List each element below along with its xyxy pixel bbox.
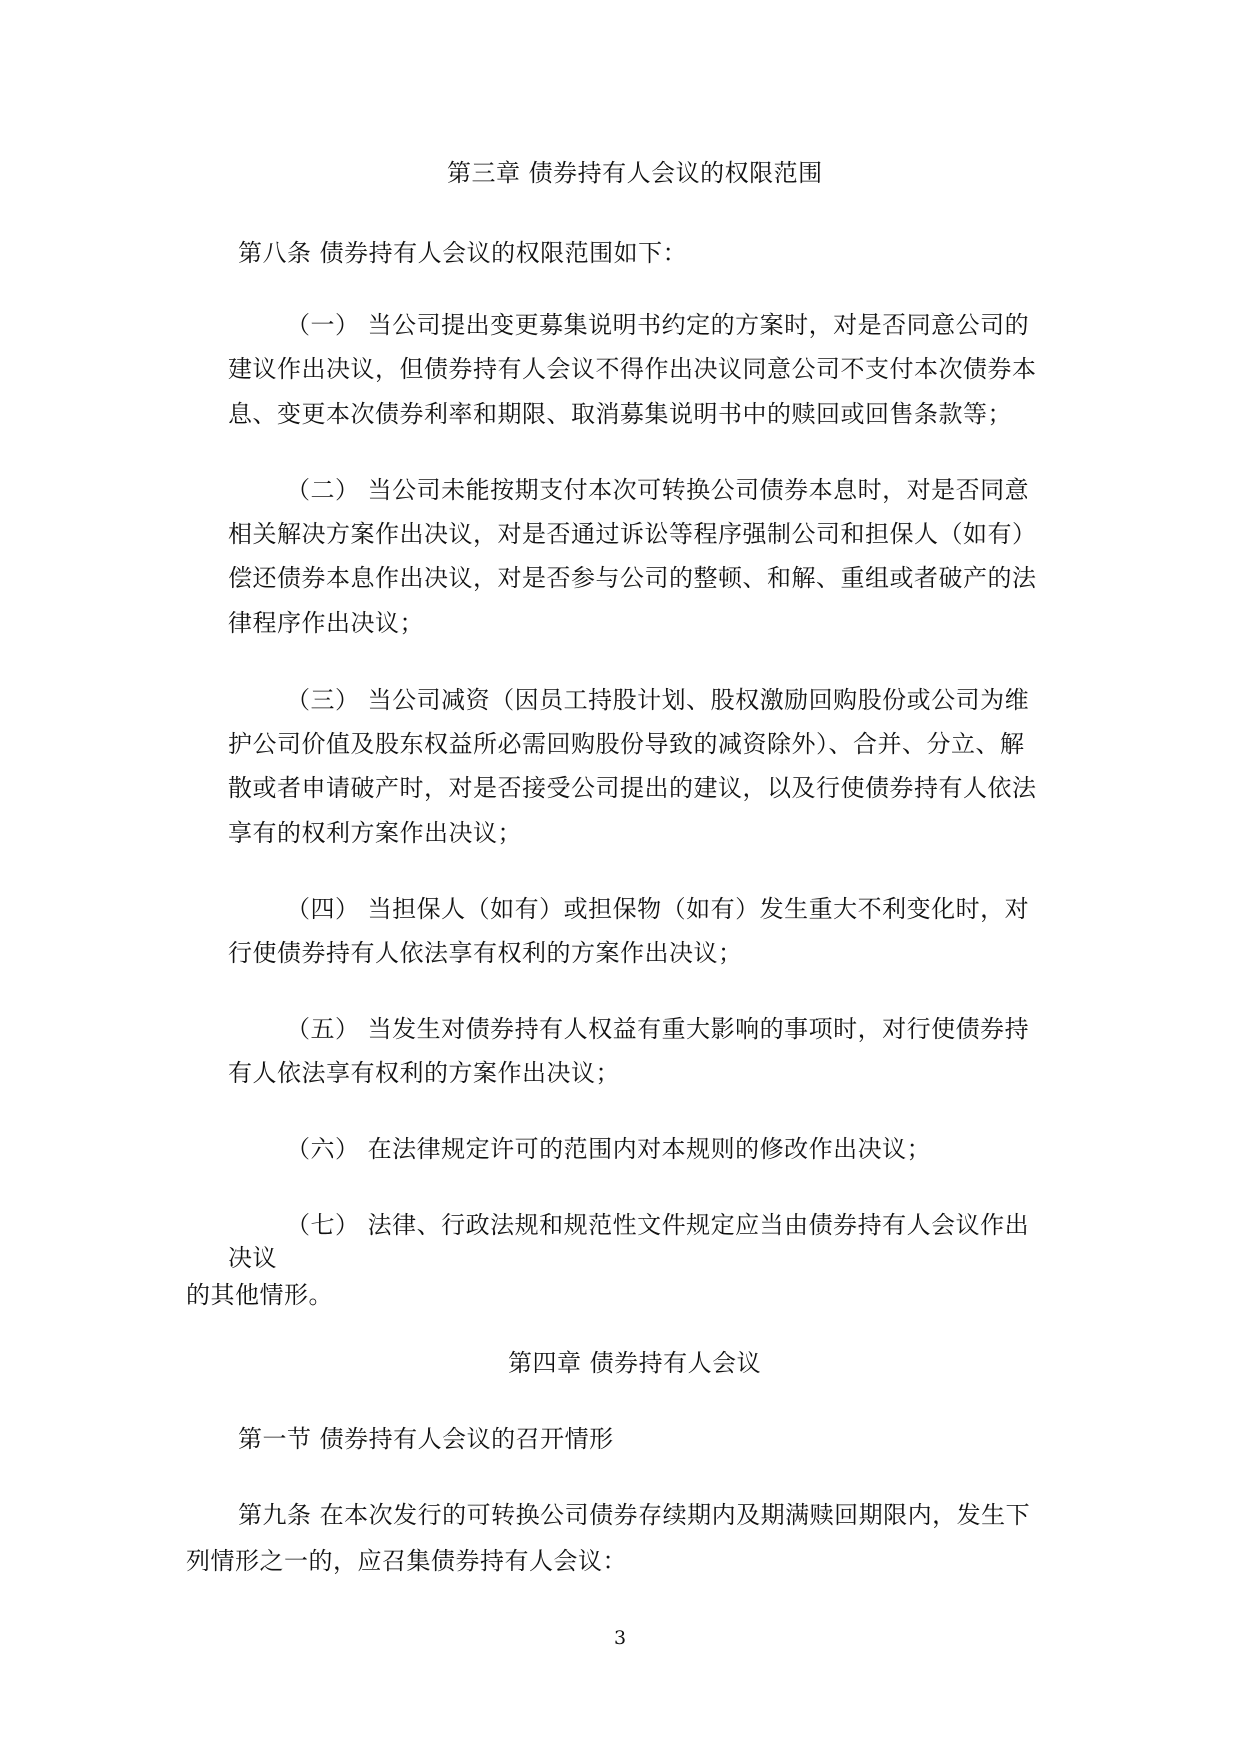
item-1-line-2: 建议作出决议，但债券持有人会议不得作出决议同意公司不支付本次债券本	[228, 355, 1037, 383]
item-4-line-2: 行使债券持有人依法享有权利的方案作出决议；	[228, 939, 743, 967]
item-3-line-4: 享有的权利方案作出决议；	[228, 819, 522, 847]
item-7-line-3: 的其他情形。	[186, 1281, 333, 1309]
page-number: 3	[613, 1627, 627, 1649]
item-1-line-3: 息、变更本次债券利率和期限、取消募集说明书中的赎回或回售条款等；	[228, 400, 1012, 428]
item-2-line-2: 相关解决方案作出决议，对是否通过诉讼等程序强制公司和担保人（如有）	[228, 520, 1037, 548]
section-1-title: 第一节 债券持有人会议的召开情形	[238, 1425, 614, 1453]
article-9-line-2: 列情形之一的，应召集债券持有人会议：	[186, 1547, 627, 1575]
chapter-3-title: 第三章 债券持有人会议的权限范围	[447, 159, 823, 187]
item-5-line-1: （五） 当发生对债券持有人权益有重大影响的事项时，对行使债券持	[286, 1015, 1030, 1043]
item-7-line-1: （七） 法律、行政法规和规范性文件规定应当由债券持有人会议作出	[286, 1211, 1030, 1239]
item-1-line-1: （一） 当公司提出变更募集说明书约定的方案时，对是否同意公司的	[286, 311, 1030, 339]
item-2-line-1: （二） 当公司未能按期支付本次可转换公司债券本息时，对是否同意	[286, 476, 1030, 504]
chapter-4-title: 第四章 债券持有人会议	[508, 1349, 762, 1377]
item-5-line-2: 有人依法享有权利的方案作出决议；	[228, 1059, 620, 1087]
item-4-line-1: （四） 当担保人（如有）或担保物（如有）发生重大不利变化时，对	[286, 895, 1030, 923]
item-3-line-1: （三） 当公司减资（因员工持股计划、股权激励回购股份或公司为维	[286, 686, 1030, 714]
article-9-line-1: 第九条 在本次发行的可转换公司债券存续期内及期满赎回期限内，发生下	[238, 1501, 1031, 1529]
item-3-line-3: 散或者申请破产时，对是否接受公司提出的建议，以及行使债券持有人依法	[228, 774, 1037, 802]
item-3-line-2: 护公司价值及股东权益所必需回购股份导致的减资除外）、合并、分立、解	[228, 730, 1025, 758]
item-6-line-1: （六） 在法律规定许可的范围内对本规则的修改作出决议；	[286, 1135, 932, 1163]
article-8-intro: 第八条 债券持有人会议的权限范围如下：	[238, 239, 688, 267]
item-2-line-3: 偿还债券本息作出决议，对是否参与公司的整顿、和解、重组或者破产的法	[228, 564, 1037, 592]
item-7-line-2: 决议	[228, 1244, 277, 1272]
item-2-line-4: 律程序作出决议；	[228, 609, 424, 637]
